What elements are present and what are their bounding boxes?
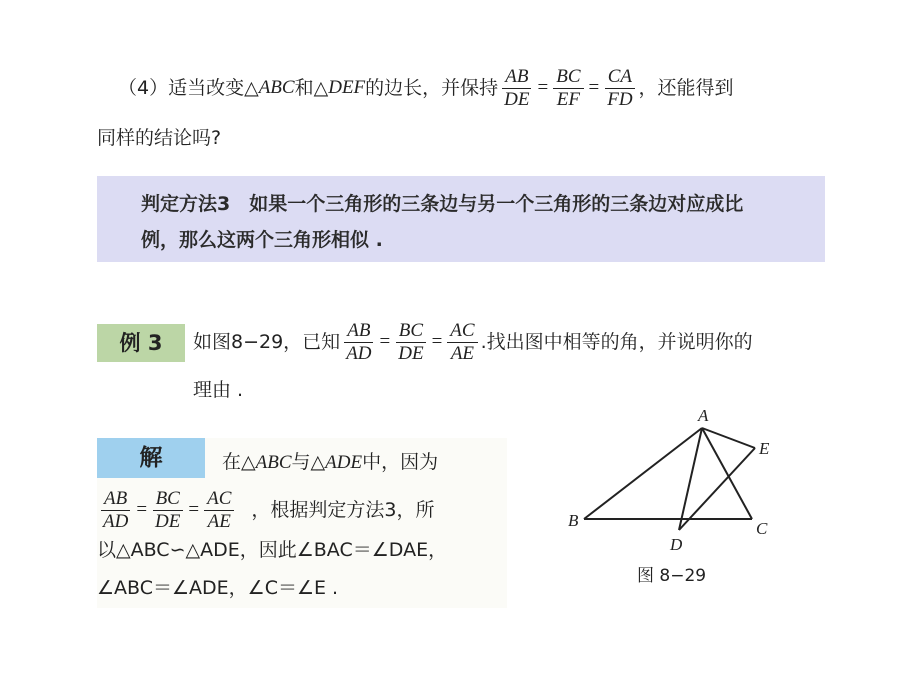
solution-in: 在△: [222, 451, 256, 473]
fraction-ac-ae: [447, 321, 477, 364]
question-4-tail: ，还能得到: [638, 77, 734, 99]
equals-sign: =: [136, 499, 148, 520]
fraction-ab-ad: [343, 321, 374, 364]
fraction-numerator: AB: [502, 67, 531, 89]
example-3-line-1: [193, 318, 753, 366]
fraction-denominator: DE: [155, 510, 181, 532]
solution-line-2-tail: ，根据判定方法3，所: [251, 499, 435, 521]
segment-ac: [702, 428, 752, 519]
fraction-denominator: AE: [450, 342, 475, 364]
solution-tag: 解: [97, 438, 205, 478]
vertex-label-b: B: [568, 511, 579, 530]
method-3-text: [141, 186, 811, 258]
fraction-numerator: AB: [101, 489, 130, 511]
segment-ae: [702, 428, 755, 448]
fraction-denominator: AD: [103, 510, 129, 532]
solution-line-4: ∠ABC＝∠ADE，∠C＝∠E .: [97, 577, 339, 599]
segment-de: [679, 448, 755, 530]
fraction-ca-fd: [604, 67, 635, 110]
equals-sign: =: [188, 499, 200, 520]
fraction-denominator: AE: [207, 510, 231, 532]
example-3-lead: 如图8−29，已知: [193, 331, 341, 353]
figure-caption: 图 8−29: [637, 566, 707, 586]
solution-line-3: 以△ABC∽△ADE，因此∠BAC＝∠DAE，: [97, 539, 448, 561]
example-3-tail: .找出图中相等的角，并说明你的: [480, 331, 753, 353]
method-3-callout: [97, 176, 825, 262]
fraction-denominator: DE: [398, 342, 424, 364]
fraction-numerator: AB: [344, 321, 373, 343]
question-4-rest: 的边长，并保持: [365, 77, 499, 99]
solution-line-2: [97, 486, 434, 534]
fraction-numerator: BC: [396, 321, 426, 343]
fraction-numerator: AC: [204, 489, 234, 511]
triangle-def-label: DEF: [328, 77, 366, 98]
triangle-ade-label: ADE: [325, 452, 363, 473]
fraction-bc-de: [395, 321, 426, 364]
fraction-bc-de: [152, 489, 183, 532]
question-4-lead: （4）适当改变△: [118, 77, 259, 99]
equals-sign: =: [537, 77, 549, 98]
method-3-line-2: 例，那么这两个三角形相似 .: [141, 229, 383, 251]
fraction-bc-ef: [553, 67, 583, 110]
solution-because: 中，因为: [362, 451, 439, 473]
fraction-numerator: BC: [153, 489, 183, 511]
question-4-and: 和△: [294, 77, 329, 99]
triangle-abc-label: ABC: [255, 452, 292, 473]
equals-sign: =: [431, 331, 443, 352]
fraction-numerator: CA: [605, 67, 635, 89]
fraction-denominator: EF: [556, 88, 580, 110]
fraction-ab-de: [501, 67, 532, 110]
vertex-label-a: A: [698, 406, 709, 425]
example-3-tag: 例 3: [97, 324, 185, 362]
vertex-label-c: C: [756, 519, 768, 538]
vertex-label-e: E: [759, 439, 770, 458]
fraction-denominator: FD: [607, 88, 633, 110]
fraction-ac-ae: [204, 489, 234, 532]
vertex-label-d: D: [670, 535, 683, 554]
question-4-line-2: 同样的结论吗?: [97, 127, 222, 149]
triangle-abc-label: ABC: [258, 77, 295, 98]
solution-and: 与△: [291, 451, 326, 473]
fraction-numerator: BC: [553, 67, 583, 89]
question-4-line-1: [118, 64, 734, 112]
equals-sign: =: [588, 77, 600, 98]
fraction-numerator: AC: [447, 321, 477, 343]
solution-line-1: [222, 450, 438, 475]
example-3-line-2: 理由 .: [193, 379, 244, 401]
fraction-denominator: AD: [346, 342, 372, 364]
method-3-line-1: 判定方法3 如果一个三角形的三条边与另一个三角形的三条边对应成比: [141, 193, 744, 215]
fraction-denominator: DE: [504, 88, 530, 110]
fraction-ab-ad: [100, 489, 131, 532]
equals-sign: =: [379, 331, 391, 352]
